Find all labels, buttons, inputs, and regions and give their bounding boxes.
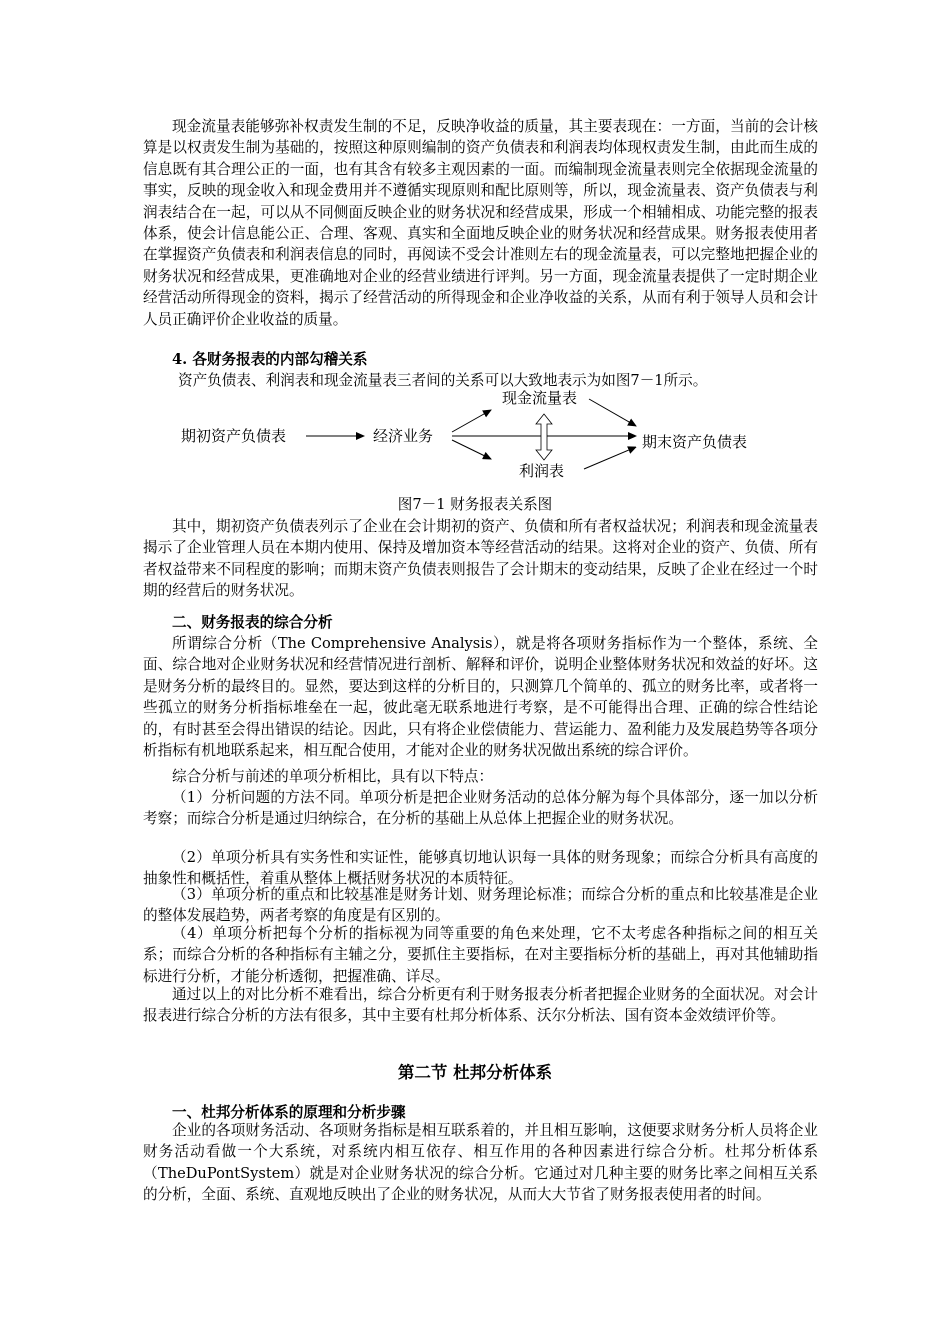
paragraph-features-intro: 综合分析与前述的单项分析相比，具有以下特点： (172, 768, 494, 785)
label-cash-flow: 现金流量表 (502, 389, 578, 407)
heading-dupont-principles: 一、杜邦分析体系的原理和分析步骤 (172, 1104, 406, 1121)
arrow-cashflow-to-end (589, 399, 636, 426)
financial-statements-diagram (0, 380, 950, 490)
list-item-feature-2: （2）单项分析具有实务性和实证性，能够真切地认识每一具体的财务现象；而综合分析具有高度的抽象性和概括性，着重从整体上概括财务状况的本质特征。 (143, 849, 818, 888)
section-title-dupont: 第二节 杜邦分析体系 (397, 1063, 553, 1082)
paragraph-comprehensive-definition: 所谓综合分析（The Comprehensive Analysis），就是将各项财务指标作为一个整体，系统、全面、综合地对企业财务状况和经营情况进行剖析、解释和评价，说明企业整体财务状况和效益的好坏。这是财务分析的最终目的。显然，要达到这样的分析目的，只测算几个简单的、孤立的财务比率，或者将一些孤立的财务分析指标堆垒在一起，彼此毫无联系地进行考察，是不可能得出合理、正确的综合性结论的，有时甚至会得出错误的结论。因此，只有将企业偿债能力、营运能力、盈利能力及发展趋势等各项分析指标有机地联系起来，相互配合使用，才能对企业的财务状况做出系统的综合评价。 (143, 635, 818, 760)
arrow-business-to-cashflow (452, 410, 491, 432)
paragraph-dupont-intro: 企业的各项财务活动、各项财务指标是相互联系着的，并且相互影响，这便要求财务分析人员将企业财务活动看做一个大系统，对系统内相互依存、相互作用的各种因素进行综合分析。杜邦分析体系（TheDuPontSystem）就是对企业财务状况的综合分析。它通过对几种主要的财务比率之间相互关系的分析，全面、系统、直观地反映出了企业的财务状况，从而大大节省了财务报表使用者的时间。 (143, 1122, 818, 1204)
arrow-income-to-end (584, 447, 636, 469)
paragraph-cash-flow-quality: 现金流量表能够弥补权责发生制的不足，反映净收益的质量，其主要表现在：一方面，当前的会计核算是以权责发生制为基础的，按照这种原则编制的资产负债表和利润表均体现权责发生制，由此而生成的信息既有其合理公正的一面，也有其含有较多主观因素的一面。而编制现金流量表则完全依据现金流量的事实，反映的现金收入和现金费用并不遵循实现原则和配比原则等，所以，现金流量表、资产负债表与利润表结合在一起，可以从不同侧面反映企业的财务状况和经营成果，形成一个相辅相成、功能完整的报表体系，使会计信息能公正、合理、客观、真实和全面地反映企业的财务状况和经营成果。财务报表使用者在掌握资产负债表和利润表信息的同时，再阅读不受会计准则左右的现金流量表，可以完整地把握企业的财务状况和经营成果，更准确地对企业的经营业绩进行评判。另一方面，现金流量表提供了一定时期企业经营活动所得现金的资料，揭示了经营活动的所得现金和企业净收益的关系，从而有利于领导人员和会计人员正确评价企业收益的质量。 (143, 118, 818, 328)
label-income: 利润表 (519, 462, 565, 480)
diagram-intro-line: 资产负债表、利润表和现金流量表三者间的关系可以大致地表示为如图7－1所示。 (178, 372, 708, 389)
label-end-balance: 期末资产负债表 (642, 433, 748, 451)
list-item-feature-1: （1）分析问题的方法不同。单项分析是把企业财务活动的总体分解为每个具体部分，逐一加以分析考察；而综合分析是通过归纳综合，在分析的基础上从总体上把握企业的财务状况。 (143, 789, 818, 828)
paragraph-diagram-explanation: 其中，期初资产负债表列示了企业在会计期初的资产、负债和所有者权益状况；利润表和现金流量表揭示了企业管理人员在本期内使用、保持及增加资本等经营活动的结果。这将对企业的资产、负债、所有者权益带来不同程度的影响；而期末资产负债表则报告了会计期末的变动结果，反映了企业在经过一个时期的经营后的财务状况。 (143, 518, 818, 600)
heading-internal-relations: 4. 各财务报表的内部勾稽关系 (172, 351, 368, 368)
paragraph-conclusion: 通过以上的对比分析不难看出，综合分析更有利于财务报表分析者把握企业财务的全面状况。对会计报表进行综合分析的方法有很多，其中主要有杜邦分析体系、沃尔分析法、国有资本金效绩评价等。 (143, 986, 818, 1025)
label-business: 经济业务 (373, 427, 434, 445)
arrow-business-to-income (452, 440, 491, 459)
figure-caption: 图7－1 财务报表关系图 (397, 496, 553, 513)
list-item-feature-3: （3）单项分析的重点和比较基准是财务计划、财务理论标准；而综合分析的重点和比较基准是企业的整体发展趋势，两者考察的角度是有区别的。 (143, 886, 818, 925)
label-begin-balance: 期初资产负债表 (181, 427, 287, 445)
list-item-feature-4: （4）单项分析把每个分析的指标视为同等重要的角色来处理，它不太考虑各种指标之间的相互关系；而综合分析的各种指标有主辅之分，要抓住主要指标，在对主要指标分析的基础上，再对其他辅助指标进行分析，才能分析透彻，把握准确、详尽。 (143, 925, 818, 985)
heading-comprehensive-analysis: 二、财务报表的综合分析 (172, 614, 333, 631)
double-arrow-cashflow-income (536, 414, 552, 460)
